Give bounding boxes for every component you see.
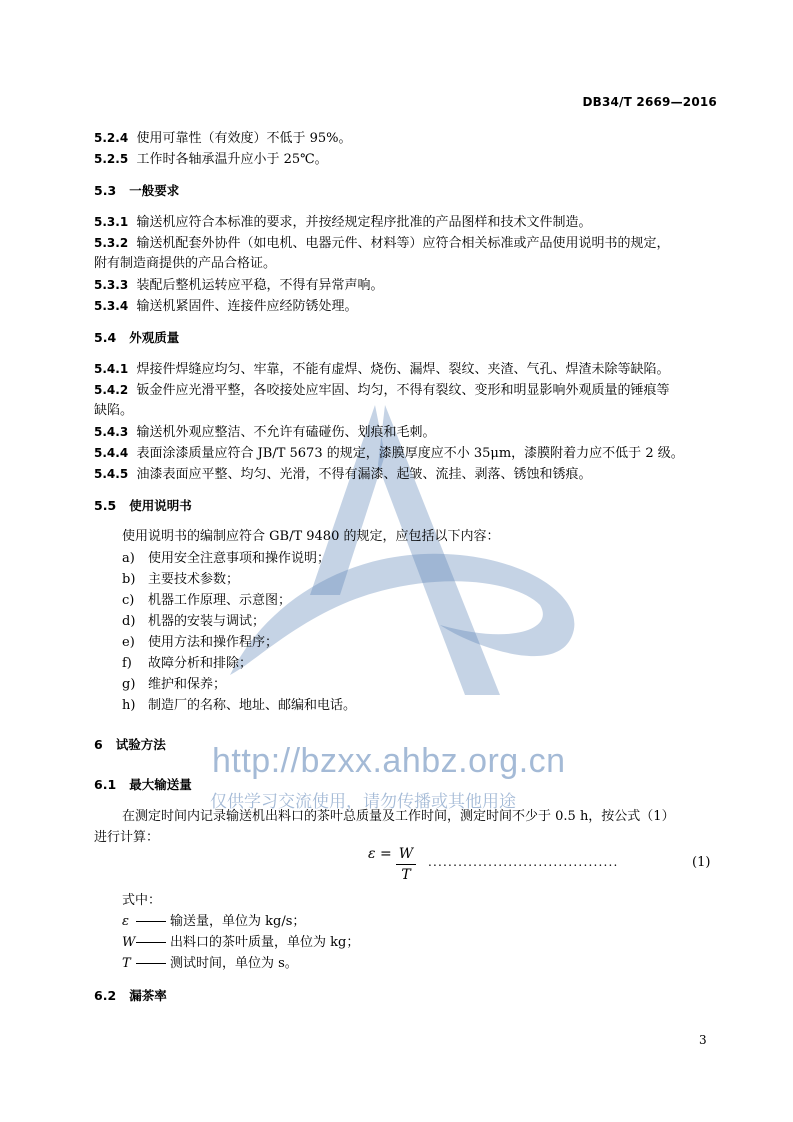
section-title: 外观质量 bbox=[129, 330, 180, 345]
clause-number: 5.4.4 bbox=[94, 446, 129, 460]
clause-text: 焊接件焊缝应均匀、牢靠，不能有虚焊、烧伤、漏焊、裂纹、夹渣、气孔、焊渣未除等缺陷。 bbox=[136, 362, 670, 377]
clause-5-3-4 bbox=[94, 297, 357, 316]
list-item-text: 制造厂的名称、地址、邮编和电话。 bbox=[148, 698, 357, 713]
em-dash-rule bbox=[136, 921, 166, 922]
variable-description: 出料口的茶叶质量，单位为 kg； bbox=[170, 935, 360, 950]
variable-description: 输送量，单位为 kg/s； bbox=[170, 914, 306, 929]
clause-text: 使用可靠性（有效度）不低于 95%。 bbox=[136, 131, 352, 146]
list-item-text: 维护和保养； bbox=[148, 677, 227, 692]
clause-number: 5.4.2 bbox=[94, 383, 129, 397]
list-item-text: 故障分析和排除； bbox=[148, 656, 253, 671]
section-6-1-body-line2: 进行计算： bbox=[94, 830, 160, 845]
clause-text: 表面涂漆质量应符合 JB/T 5673 的规定，漆膜厚度应不小 35μm，漆膜附着力应不低于 2 级。 bbox=[136, 446, 684, 461]
variable-description: 测试时间，单位为 s。 bbox=[170, 956, 298, 971]
section-title: 使用说明书 bbox=[129, 498, 192, 513]
section-5-4-heading bbox=[94, 329, 179, 347]
formula-1 bbox=[368, 846, 414, 883]
section-number: 6.2 bbox=[94, 988, 117, 1003]
clause-text: 输送机外观应整洁、不允许有磕碰伤、划痕和毛刺。 bbox=[136, 425, 436, 440]
formula-numerator: W bbox=[398, 846, 414, 862]
list-item bbox=[122, 676, 226, 694]
section-5-5-intro: 使用说明书的编制应符合 GB/T 9480 的规定，应包括以下内容： bbox=[122, 529, 500, 544]
variable-symbol: T bbox=[122, 956, 131, 971]
list-item bbox=[122, 571, 239, 589]
clause-5-2-4 bbox=[94, 129, 351, 148]
list-item-text: 使用方法和操作程序； bbox=[148, 635, 279, 650]
list-item-label: b) bbox=[122, 572, 136, 587]
clause-text: 工作时各轴承温升应小于 25℃。 bbox=[136, 152, 328, 167]
section-6-1-heading bbox=[94, 776, 192, 794]
list-item bbox=[122, 592, 291, 610]
section-number: 5.5 bbox=[94, 498, 117, 513]
list-item-label: c) bbox=[122, 593, 135, 608]
em-dash-rule bbox=[136, 942, 166, 943]
list-item bbox=[122, 634, 278, 652]
clause-text: 输送机应符合本标准的要求，并按经规定程序批准的产品图样和技术文件制造。 bbox=[136, 215, 592, 230]
clause-number: 5.4.5 bbox=[94, 467, 129, 481]
clause-5-3-2-continued: 附有制造商提供的产品合格证。 bbox=[94, 256, 277, 271]
clause-5-4-4 bbox=[94, 444, 684, 463]
variable-symbol: ε bbox=[122, 914, 129, 929]
list-item bbox=[122, 655, 252, 673]
variable-definition bbox=[122, 955, 298, 973]
document-number: DB34/T 2669—2016 bbox=[582, 95, 717, 109]
clause-number: 5.2.5 bbox=[94, 152, 129, 166]
section-6-1-body-line1: 在测定时间内记录输送机出料口的茶叶总质量及工作时间，测定时间不少于 0.5 h，按公式（1） bbox=[122, 809, 675, 824]
list-item-text: 机器的安装与调试； bbox=[148, 614, 266, 629]
clause-number: 5.2.4 bbox=[94, 131, 129, 145]
page-number: 3 bbox=[699, 1033, 707, 1047]
list-item-label: a) bbox=[122, 551, 135, 566]
list-item-text: 使用安全注意事项和操作说明； bbox=[148, 551, 331, 566]
list-item-label: d) bbox=[122, 614, 136, 629]
section-number: 6.1 bbox=[94, 777, 117, 792]
em-dash-rule bbox=[136, 963, 166, 964]
section-number: 5.4 bbox=[94, 330, 117, 345]
clause-number: 5.3.3 bbox=[94, 278, 129, 292]
section-5-5-heading bbox=[94, 497, 192, 515]
section-6-heading bbox=[94, 736, 166, 754]
list-item-label: h) bbox=[122, 698, 136, 713]
variable-definition bbox=[122, 913, 305, 931]
clause-5-2-5 bbox=[94, 150, 328, 169]
watermark-note: 仅供学习交流使用，请勿传播或其他用途 bbox=[210, 792, 516, 812]
clause-5-4-3 bbox=[94, 423, 435, 442]
list-item bbox=[122, 697, 356, 715]
clause-text: 输送机配套外协件（如电机、电器元件、材料等）应符合相关标准或产品使用说明书的规定， bbox=[136, 236, 670, 251]
clause-5-3-1 bbox=[94, 213, 591, 232]
clause-5-4-2 bbox=[94, 381, 669, 400]
clause-5-4-1 bbox=[94, 360, 669, 379]
clause-5-4-2-continued: 缺陷。 bbox=[94, 403, 134, 418]
formula-denominator: T bbox=[401, 867, 411, 883]
formula-leader-dots: ...................................... bbox=[428, 855, 619, 869]
clause-5-4-5 bbox=[94, 465, 591, 484]
clause-number: 5.4.3 bbox=[94, 425, 129, 439]
list-item-label: g) bbox=[122, 677, 136, 692]
section-title: 试验方法 bbox=[115, 737, 166, 752]
list-item bbox=[122, 613, 265, 631]
section-number: 6 bbox=[94, 737, 103, 752]
clause-5-3-3 bbox=[94, 276, 383, 295]
section-5-3-heading bbox=[94, 182, 179, 200]
list-item bbox=[122, 550, 330, 568]
clause-number: 5.3.4 bbox=[94, 299, 129, 313]
watermark-url: http://bzxx.ahbz.org.cn bbox=[212, 742, 566, 780]
list-item-text: 机器工作原理、示意图； bbox=[148, 593, 292, 608]
clause-text: 装配后整机运转应平稳，不得有异常声响。 bbox=[136, 278, 384, 293]
section-title: 一般要求 bbox=[129, 183, 180, 198]
list-item-label: f) bbox=[122, 656, 132, 671]
clause-text: 油漆表面应平整、均匀、光滑，不得有漏漆、起皱、流挂、剥落、锈蚀和锈痕。 bbox=[136, 467, 592, 482]
section-title: 最大输送量 bbox=[129, 777, 192, 792]
clause-number: 5.3.2 bbox=[94, 236, 129, 250]
list-item-text: 主要技术参数； bbox=[148, 572, 240, 587]
variable-symbol: W bbox=[122, 935, 136, 950]
formula-lhs: ε bbox=[368, 846, 376, 862]
variable-definition bbox=[122, 934, 359, 952]
where-label: 式中： bbox=[122, 893, 162, 908]
clause-number: 5.3.1 bbox=[94, 215, 129, 229]
clause-text: 输送机紧固件、连接件应经防锈处理。 bbox=[136, 299, 358, 314]
section-number: 5.3 bbox=[94, 183, 117, 198]
clause-5-3-2 bbox=[94, 234, 669, 253]
formula-fraction bbox=[396, 846, 416, 883]
formula-number: (1) bbox=[692, 855, 711, 870]
section-6-2-heading bbox=[94, 987, 167, 1005]
clause-text: 钣金件应光滑平整，各咬接处应牢固、均匀，不得有裂纹、变形和明显影响外观质量的锤痕等 bbox=[136, 383, 670, 398]
list-item-label: e) bbox=[122, 635, 135, 650]
formula-equals: = bbox=[379, 846, 392, 862]
section-title: 漏茶率 bbox=[129, 988, 167, 1003]
clause-number: 5.4.1 bbox=[94, 362, 129, 376]
